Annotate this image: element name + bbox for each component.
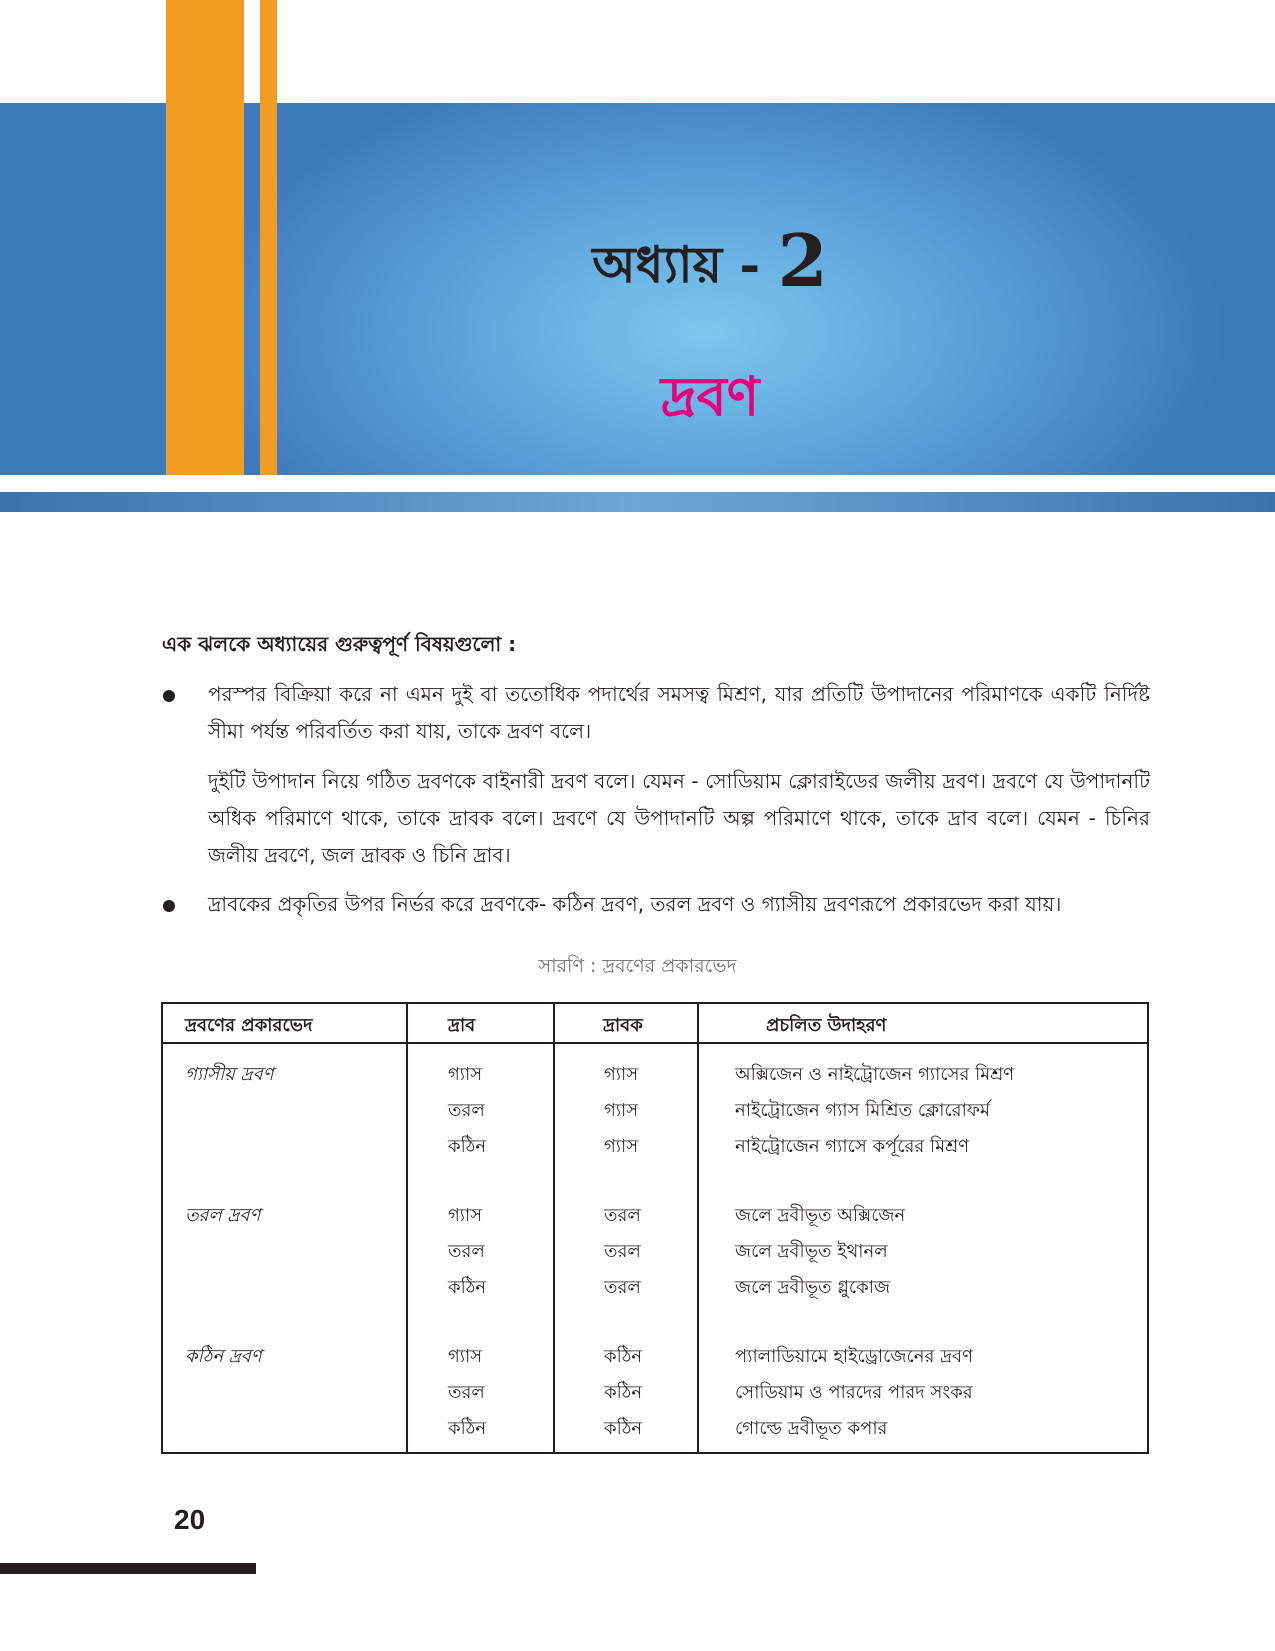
summary-heading: এক ঝলকে অধ্যায়ের গুরুত্বপূর্ণ বিষয়গুলো : [162, 632, 517, 656]
cell-solute: কঠিন [448, 1136, 487, 1157]
group-type-label: কঠিন দ্রবণ [185, 1346, 262, 1367]
table-header-rule [163, 1042, 1147, 1044]
cell-example: জলে দ্রবীভূত গ্লুকোজ [735, 1277, 891, 1298]
cell-solvent: তরল [604, 1205, 641, 1226]
group-type-label: তরল দ্রবণ [185, 1205, 261, 1226]
bullet-icon [163, 690, 175, 702]
table-divider [697, 1004, 699, 1452]
decorative-orange-bar-thin [260, 0, 277, 475]
banner-divider [0, 475, 1275, 492]
cell-solute: তরল [448, 1241, 485, 1262]
solution-types-table [161, 1002, 1149, 1454]
cell-solute: কঠিন [448, 1418, 487, 1439]
cell-example: অক্সিজেন ও নাইট্রোজেন গ্যাসের মিশ্রণ [735, 1064, 1015, 1085]
page-number: 20 [174, 1504, 206, 1535]
cell-example: জলে দ্রবীভূত অক্সিজেন [735, 1205, 906, 1226]
cell-solute: কঠিন [448, 1277, 487, 1298]
banner-bottom-strip [0, 492, 1275, 512]
table-divider [553, 1004, 555, 1452]
group-type-label: গ্যাসীয় দ্রবণ [185, 1064, 274, 1085]
cell-solute: তরল [448, 1100, 485, 1121]
cell-solute: গ্যাস [448, 1346, 483, 1367]
chapter-label: অধ্যায় - [592, 235, 761, 294]
cell-solvent: তরল [604, 1241, 641, 1262]
header-solute: দ্রাব [448, 1015, 476, 1036]
cell-solute: গ্যাস [448, 1205, 483, 1226]
cell-example: নাইট্রোজেন গ্যাস মিশ্রিত ক্লোরোফর্ম [735, 1100, 990, 1121]
cell-example: নাইট্রোজেন গ্যাসে কর্পূরের মিশ্রণ [735, 1136, 970, 1157]
decorative-orange-bar [166, 0, 244, 475]
table-caption: সারণি : দ্রবণের প্রকারভেদ [538, 955, 737, 977]
chapter-number: 2 [777, 218, 828, 303]
cell-solvent: কঠিন [604, 1346, 643, 1367]
cell-solvent: কঠিন [604, 1418, 643, 1439]
cell-solvent: গ্যাস [604, 1136, 639, 1157]
header-type: দ্রবণের প্রকারভেদ [185, 1015, 313, 1036]
cell-example: গোল্ডে দ্রবীভূত কপার [735, 1418, 888, 1439]
chapter-title: দ্রবণ [660, 365, 760, 428]
cell-solute: তরল [448, 1382, 485, 1403]
cell-example: সোডিয়াম ও পারদের পারদ সংকর [735, 1382, 973, 1403]
table-divider [406, 1004, 408, 1452]
summary-point-1-detail: দুইটি উপাদান নিয়ে গঠিত দ্রবণকে বাইনারী দ্রবণ বলে। যেমন - সোডিয়াম ক্লোরাইডের জলীয় দ্রবণ। দ্রবণে যে উপাদানটি অধিক পরিমাণে থাকে, তাকে দ্রাবক বলে। দ্রবণে যে উপাদানটি অল্প পরিমাণে থাকে, তাকে দ্রাব বলে। যেমন - চিনির জলীয় দ্রবণে, জল দ্রাবক ও চিনি দ্রাব। [208, 769, 1150, 867]
cell-example: জলে দ্রবীভূত ইথানল [735, 1241, 888, 1262]
cell-example: প্যালাডিয়ামে হাইড্রোজেনের দ্রবণ [735, 1346, 973, 1367]
summary-point-1: পরস্পর বিক্রিয়া করে না এমন দুই বা ততোধিক পদার্থের সমসত্ব মিশ্রণ, যার প্রতিটি উপাদানের পরিমাণকে একটি নির্দিষ্ট সীমা পর্যন্ত পরিবর্তিত করা যায়, তাকে দ্রবণ বলে। [208, 682, 1150, 743]
footer-rule [0, 1563, 256, 1574]
header-solvent: দ্রাবক [603, 1015, 643, 1036]
cell-solvent: কঠিন [604, 1382, 643, 1403]
cell-solvent: গ্যাস [604, 1100, 639, 1121]
cell-solvent: গ্যাস [604, 1064, 639, 1085]
bullet-icon [163, 900, 175, 912]
summary-point-2: দ্রাবকের প্রকৃতির উপর নির্ভর করে দ্রবণকে- কঠিন দ্রবণ, তরল দ্রবণ ও গ্যাসীয় দ্রবণরূপে প্রকারভেদ করা যায়। [208, 892, 1062, 916]
header-example: প্রচলিত উদাহরণ [766, 1015, 887, 1036]
cell-solute: গ্যাস [448, 1064, 483, 1085]
cell-solvent: তরল [604, 1277, 641, 1298]
chapter-heading [560, 218, 860, 311]
